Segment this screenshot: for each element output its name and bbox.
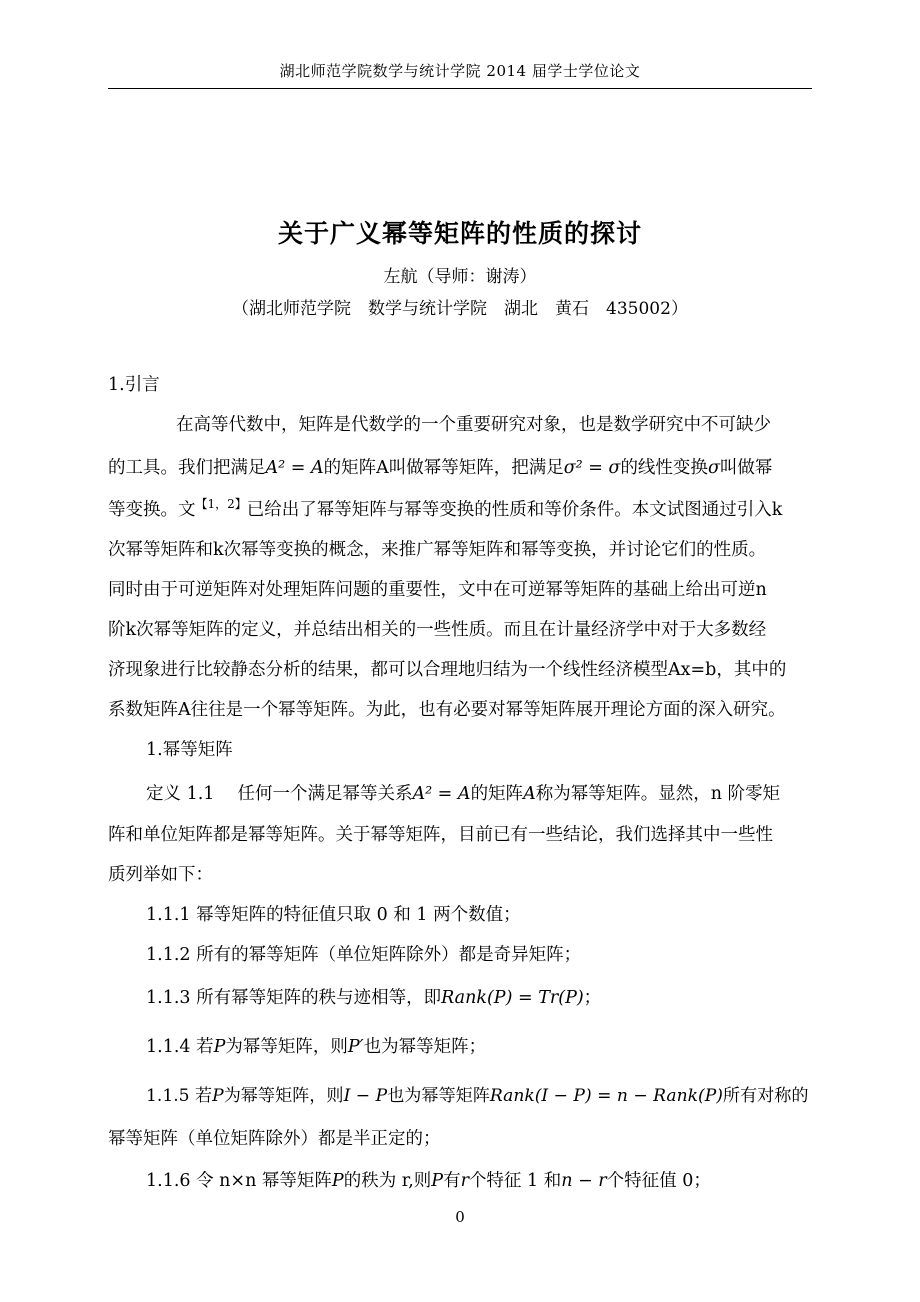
- intro-line-2: 的工具。我们把满足A² = A的矩阵A叫做幂等矩阵，把满足σ² = σ的线性变换σ叫做幂: [108, 458, 773, 478]
- intro-heading: 1.引言: [108, 375, 160, 395]
- definition-line-3: 质列举如下：: [108, 865, 213, 885]
- citation-ref: 【1，2】: [195, 497, 247, 511]
- property-1-1-5-cont: 幂等矩阵（单位矩阵除外）都是半正定的；: [108, 1129, 441, 1149]
- property-1-1-5: 1.1.5 若P为幂等矩阵，则I − P也为幂等矩阵Rank(I − P) = n − Rank(P)所有对称的: [146, 1086, 809, 1106]
- intro-line-1: 在高等代数中，矩阵是代数学的一个重要研究对象，也是数学研究中不可缺少: [176, 415, 771, 435]
- intro-line-4: 次幂等矩阵和k次幂等变换的概念，来推广幂等矩阵和幂等变换，并讨论它们的性质。: [108, 540, 767, 560]
- header-rule: [108, 88, 812, 89]
- intro-line-3: 等变换。文$^{【1,2】}$已给出了幂等矩阵与幂等变换的性质和等价条件。本文试图通过引入k: [108, 497, 783, 520]
- math-a-squared-equals-a: A² = A: [265, 458, 324, 478]
- intro-line-7: 济现象进行比较静态分析的结果，都可以合理地归结为一个线性经济模型Ax=b，其中的: [108, 660, 787, 680]
- property-1-1-6: 1.1.6 令 n×n 幂等矩阵P的秩为 r,则P有r个特征 1 和n − r个特征值 0；: [146, 1171, 711, 1191]
- math-sigma-squared: σ² = σ: [563, 458, 621, 478]
- affiliation-line: （湖北师范学院 数学与统计学院 湖北 黄石 435002）: [232, 299, 688, 319]
- running-header: 湖北师范学院数学与统计学院 2014 届学士学位论文: [279, 62, 641, 80]
- paper-title: 关于广义幂等矩阵的性质的探讨: [277, 219, 642, 248]
- section-heading: 1.幂等矩阵: [146, 740, 233, 760]
- definition-line-2: 阵和单位矩阵都是幂等矩阵。关于幂等矩阵，目前已有一些结论，我们选择其中一些性: [108, 825, 773, 845]
- intro-line-8: 系数矩阵A往往是一个幂等矩阵。为此，也有必要对幂等矩阵展开理论方面的深入研究。: [108, 700, 786, 720]
- intro-line-6: 阶k次幂等矩阵的定义，并总结出相关的一些性质。而且在计量经济学中对于大多数经: [108, 620, 767, 640]
- property-1-1-3: 1.1.3 所有幂等矩阵的秩与迹相等，即Rank(P) = Tr(P)；: [146, 988, 602, 1008]
- page-number: 0: [455, 1208, 465, 1226]
- intro-line-5: 同时由于可逆矩阵对处理矩阵问题的重要性，文中在可逆幂等矩阵的基础上给出可逆n: [108, 580, 767, 600]
- property-1-1-4: 1.1.4 若P为幂等矩阵，则P′也为幂等矩阵；: [146, 1037, 487, 1057]
- definition-line-1: 定义 1.1 任何一个满足幂等关系A² = A的矩阵A称为幂等矩阵。显然，n 阶零矩: [146, 784, 781, 804]
- author-line: 左航（导师：谢涛）: [383, 267, 537, 287]
- math-sigma: σ: [707, 458, 720, 478]
- property-1-1-2: 1.1.2 所有的幂等矩阵（单位矩阵除外）都是奇异矩阵；: [146, 945, 582, 965]
- property-1-1-1: 1.1.1 幂等矩阵的特征值只取 0 和 1 两个数值；: [146, 905, 521, 925]
